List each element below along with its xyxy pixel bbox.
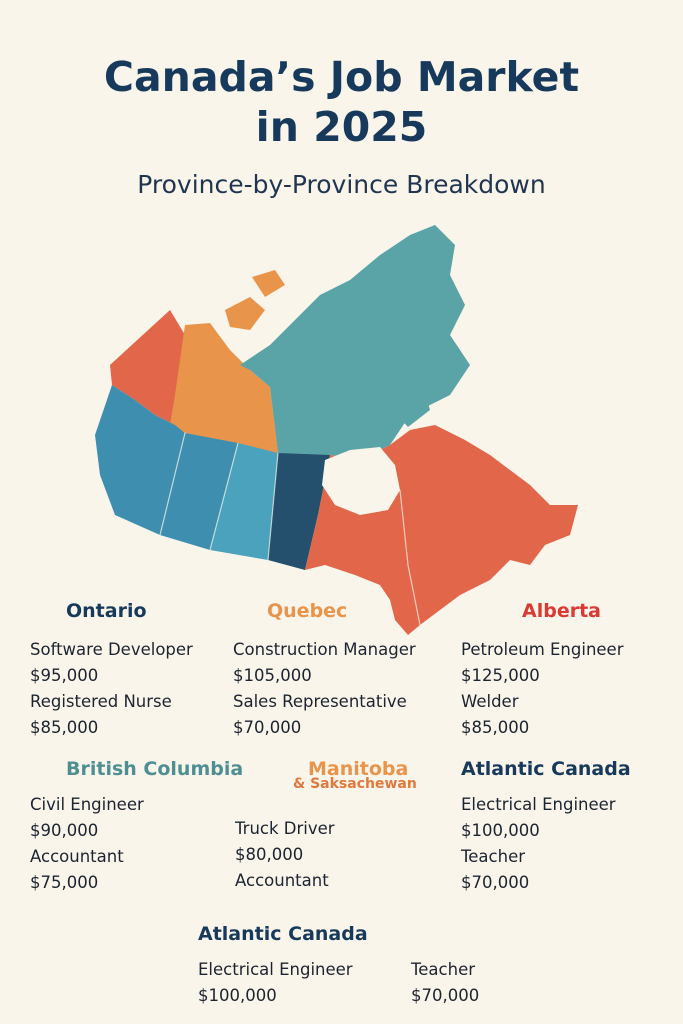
map-region-arctic-island-2 (252, 270, 285, 297)
alberta-salary-1: $125,000 (461, 666, 540, 685)
atlantic-bottom-col-1 (198, 957, 353, 1009)
atlantic-bottom-job-1: Electrical Engineer (198, 960, 353, 979)
section-alberta (522, 600, 601, 634)
manitoba-jobs (235, 816, 335, 894)
atlantic-bottom-heading: Atlantic Canada (198, 923, 368, 945)
ontario-salary-2: $85,000 (30, 718, 99, 737)
ontario-jobs (30, 637, 193, 741)
bc-salary-1: $90,000 (30, 821, 99, 840)
alberta-jobs (461, 637, 624, 741)
section-atlantic-bottom (198, 923, 368, 957)
page-subtitle: Province-by-Province Breakdown (137, 170, 546, 199)
title-line-2: in 2025 (255, 103, 428, 151)
atlantic-right-salary-2: $70,000 (461, 873, 530, 892)
ontario-salary-1: $95,000 (30, 666, 99, 685)
section-british-columbia (66, 758, 243, 792)
alberta-salary-2: $85,000 (461, 718, 530, 737)
manitoba-heading: Manitoba (308, 758, 409, 780)
bc-jobs (30, 792, 144, 896)
manitoba-job-1: Truck Driver (235, 819, 335, 838)
alberta-job-2: Welder (461, 692, 519, 711)
atlantic-bottom-col-2 (411, 957, 479, 1009)
alberta-heading: Alberta (522, 600, 601, 622)
atlantic-right-jobs (461, 792, 616, 896)
atlantic-bottom-job-2: Teacher (411, 960, 476, 979)
page-title (0, 52, 683, 152)
quebec-salary-2: $70,000 (233, 718, 302, 737)
manitoba-job-2: Accountant (235, 871, 329, 890)
atlantic-bottom-salary-2: $70,000 (411, 986, 480, 1005)
section-quebec (267, 600, 347, 634)
quebec-job-1: Construction Manager (233, 640, 416, 659)
title-line-1: Canada’s Job Market (103, 53, 580, 101)
atlantic-right-salary-1: $100,000 (461, 821, 540, 840)
bc-salary-2: $75,000 (30, 873, 99, 892)
canada-map (90, 215, 595, 645)
quebec-heading: Quebec (267, 600, 348, 622)
quebec-salary-1: $105,000 (233, 666, 312, 685)
bc-job-1: Civil Engineer (30, 795, 144, 814)
manitoba-subheading-wrap (293, 776, 417, 804)
bc-heading: British Columbia (66, 758, 244, 780)
atlantic-right-heading: Atlantic Canada (461, 758, 631, 780)
section-ontario (66, 600, 147, 634)
atlantic-bottom-salary-1: $100,000 (198, 986, 277, 1005)
ontario-job-1: Software Developer (30, 640, 193, 659)
atlantic-right-job-2: Teacher (461, 847, 526, 866)
ontario-job-2: Registered Nurse (30, 692, 172, 711)
map-region-arctic-island-1 (225, 297, 265, 330)
ontario-heading: Ontario (66, 600, 147, 622)
quebec-job-2: Sales Representative (233, 692, 407, 711)
quebec-jobs (233, 637, 416, 741)
alberta-job-1: Petroleum Engineer (461, 640, 624, 659)
manitoba-subheading: & Saksachewan (293, 776, 417, 792)
bc-job-2: Accountant (30, 847, 124, 866)
atlantic-right-job-1: Electrical Engineer (461, 795, 616, 814)
manitoba-salary-1: $80,000 (235, 845, 304, 864)
section-atlantic-right (461, 758, 631, 792)
